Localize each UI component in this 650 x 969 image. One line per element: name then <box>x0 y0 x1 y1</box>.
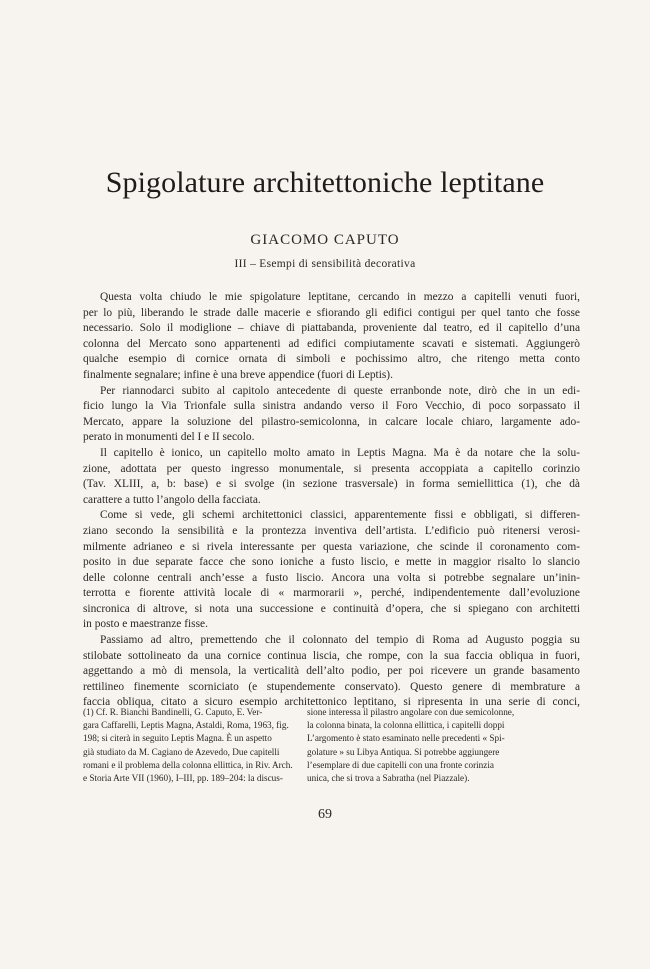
body-line: Questa volta chiudo le mie spigolature leptitane, cercando in mezzo a capitelli venuti fuori, <box>100 291 580 303</box>
footnote-left-column <box>83 706 319 785</box>
footnote-line: L’argomento è stato esaminato nelle precedenti « Spi- <box>307 733 505 744</box>
body-line: necessario. Solo il modiglione – chiave di piattabanda, proveniente dal teatro, ed il capitello d’una <box>83 322 580 335</box>
body-line: Passiamo ad altro, premettendo che il colonnato del tempio di Roma ad Augusto poggia su <box>100 634 580 647</box>
body-text <box>83 290 580 711</box>
body-line: Per riannodarci subito al capitolo antecedente di queste erranbonde note, dirò che in un edi- <box>100 384 580 397</box>
body-line: per lo più, liberando le strade dalle macerie e sfiorando gli edifici contigui per quel tanto che fosse <box>83 306 580 319</box>
body-line: rettilineo finemente scorniciato (e stupendemente conservato). Questo genere di membrature a <box>83 680 580 693</box>
body-line: delle colonne centrali anch’esse a fusto liscio. Ancora una volta si potrebbe segnalare un’inin- <box>83 571 580 584</box>
body-line: stilobate sottolineato da una cornice continua liscia, che rompe, con la sua faccia obliqua in fuori, <box>83 649 580 662</box>
footnote-line: golature » su Libya Antiqua. Si potrebbe aggiungere <box>307 746 500 757</box>
footnote-line: sione interessa il pilastro angolare con due semicolonne, <box>307 707 515 717</box>
body-line: ziano secondo la sensibilità e la prontezza inventiva dell’artista. L’edificio può ritenersi verosi- <box>83 524 580 537</box>
footnote-line: (1) Cf. R. Bianchi Bandinelli, G. Caputo, E. Ver- <box>83 707 263 717</box>
footnote-right-column <box>307 706 580 785</box>
body-line: faccia obliqua, citato a sicuro esempio architettonico leptitano, si ripresenta in una serie di conci, <box>83 696 580 709</box>
body-line: Il capitello è ionico, un capitello molto amato in Leptis Magna. Ma è da notare che la solu- <box>100 446 580 459</box>
body-line: finalmente segnalare; infine è una breve appendice (fuori di Leptis). <box>83 368 393 381</box>
footnote-line: romani e il problema della colonna ellittica, in Riv. Arch. <box>83 759 293 770</box>
footnote-line: l’esemplare di due capitelli con una fronte corinzia <box>307 759 494 770</box>
body-line: posito in due separate facce che sono ioniche a fusto liscio, e mette in maggior risalto lo slancio <box>83 556 580 569</box>
body-line: milmente adrianeo e si rivela interessante per questa variazione, che scinde il coronamento com- <box>83 540 580 553</box>
body-line: terrotta e fiorente attività locale di « marmorarii », perché, indipendentemente dall’evoluzione <box>83 587 580 600</box>
body-line: ficio lungo la Via Trionfale sulla sinistra andando verso il Foro Vecchio, di poco sorpassato il <box>83 400 580 413</box>
footnote-line: 198; si citerà in seguito Leptis Magna. È un aspetto <box>83 733 272 744</box>
footnote-line: unica, che si trova a Sabratha (nel Piazzale). <box>307 773 470 784</box>
body-line: qualche esempio di cornice ornata di simboli e pochissimo altro, che ritengo metta conto <box>83 353 580 366</box>
body-line: colonna del Mercato sono appartenenti ad edifici compiutamente scavati e sistemati. Aggiungerò <box>83 337 580 350</box>
page-number: 69 <box>318 807 332 822</box>
body-line: in posto e maestranze fisse. <box>83 618 208 631</box>
body-line: carattere a tutto l’angolo della facciata. <box>83 493 261 506</box>
body-line: perato in monumenti del I e II secolo. <box>83 431 255 444</box>
body-line: aggettando a mò di mensola, la verticalità dell’alto podio, per poi ricevere un grande basamento <box>83 665 580 678</box>
body-line: sincronica di altrove, si nota una successione e continuità d’opera, che si spiegano con architetti <box>83 602 580 615</box>
footnote-line: e Storia Arte VII (1960), I–III, pp. 189–204: la discus- <box>83 773 283 784</box>
article-title: Spigolature architettoniche leptitane <box>105 166 545 199</box>
section-heading: III – Esempi di sensibilità decorativa <box>234 258 416 270</box>
footnote-line: la colonna binata, la colonna ellittica, i capitelli doppi <box>307 720 505 731</box>
body-line: Come si vede, gli schemi architettonici classici, apparentemente fissi e obbligati, si differen- <box>100 509 580 522</box>
body-line: (Tav. XLIII, a, b: base) e si svolge (in sezione trasversale) in forma semiellittica (1), che dà <box>83 478 580 491</box>
body-line: zione, adottata per questo ingresso monumentale, si presenta accoppiata a capitello corinzio <box>83 462 580 475</box>
body-line: Mercato, appare la soluzione del pilastro-semicolonna, in calcare locale chiaro, largamente ado- <box>83 415 580 428</box>
footnote-line: gara Caffarelli, Leptis Magna, Astaldi, Roma, 1963, fig. <box>83 720 289 731</box>
author-name: GIACOMO CAPUTO <box>250 232 400 248</box>
footnote-line: già studiato da M. Cagiano de Azevedo, Due capitelli <box>83 746 280 757</box>
